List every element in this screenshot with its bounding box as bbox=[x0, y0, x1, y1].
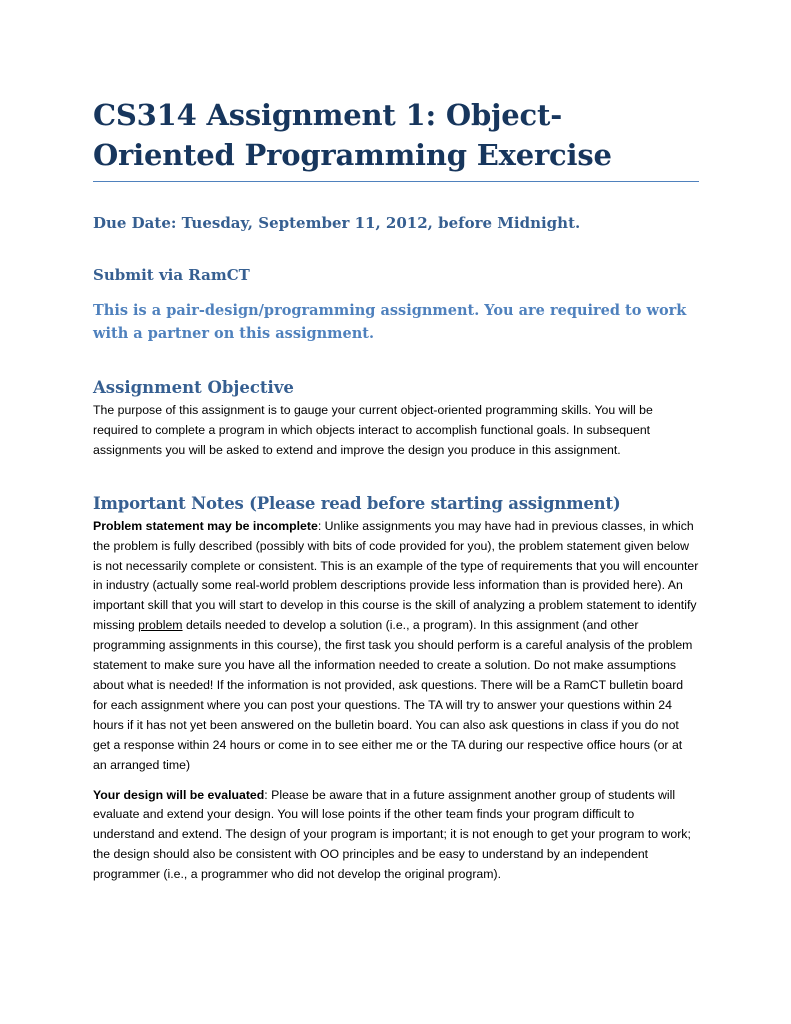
submit-heading: Submit via RamCT bbox=[93, 266, 250, 284]
objective-heading: Assignment Objective bbox=[93, 378, 294, 397]
incomplete-lead: Problem statement may be incomplete bbox=[93, 518, 318, 533]
incomplete-text-b: details needed to develop a solution (i.e., a program). In this assignment (and other programming assignments in this course), the first task you should perform is a careful analysis of the problem statement to make sure you have all the information needed to create a solution. Do not make assumptions about what is needed! If the information is not provided, ask questions. There will be a RamCT bulletin board for each assignment where you can post your questions. The TA will try to answer your questions within 24 hours if it has not yet been answered on the bulletin board. You can also ask questions in class if you do not get a response within 24 hours or come in to see either me or the TA during our respective office hours (or at an arranged time) bbox=[93, 618, 693, 772]
incomplete-text-a: : Unlike assignments you may have had in previous classes, in which the problem is fully described (possibly with bits of code provided for you), the problem statement given below is not necessarily complete or consistent. This is an example of the type of requirements that you will encounter in industry (actually some real-world problem descriptions provide less information than is provided here). An important skill that you will start to develop in this course is the skill of analyzing a problem statement to identify missing bbox=[93, 518, 699, 633]
notes-paragraph-incomplete bbox=[93, 517, 699, 776]
notes-paragraph-evaluated bbox=[93, 786, 699, 886]
page-title: CS314 Assignment 1: Object-Oriented Programming Exercise bbox=[93, 95, 699, 182]
document-page bbox=[93, 95, 699, 885]
objective-paragraph: The purpose of this assignment is to gauge your current object-oriented programming skills. You will be required to complete a program in which objects interact to accomplish functional goals. In subsequent assignments you will be asked to extend and improve the design you produce in this assignment. bbox=[93, 403, 653, 457]
due-date-heading: Due Date: Tuesday, September 11, 2012, before Midnight. bbox=[93, 214, 581, 232]
evaluated-text: : Please be aware that in a future assignment another group of students will evaluate and extend your design. You will lose points if the other team finds your program difficult to understand and extend. The design of your program is important; it is not enough to get your program to work; the design should also be consistent with OO principles and be easy to understand by an independent programmer (i.e., a programmer who did not develop the original program). bbox=[93, 787, 691, 882]
pair-assignment-note: This is a pair-design/programming assignment. You are required to work with a partner on this assignment. bbox=[93, 302, 687, 342]
notes-heading: Important Notes (Please read before starting assignment) bbox=[93, 493, 621, 513]
problem-underlined: problem bbox=[138, 618, 183, 633]
evaluated-lead: Your design will be evaluated bbox=[93, 787, 265, 802]
